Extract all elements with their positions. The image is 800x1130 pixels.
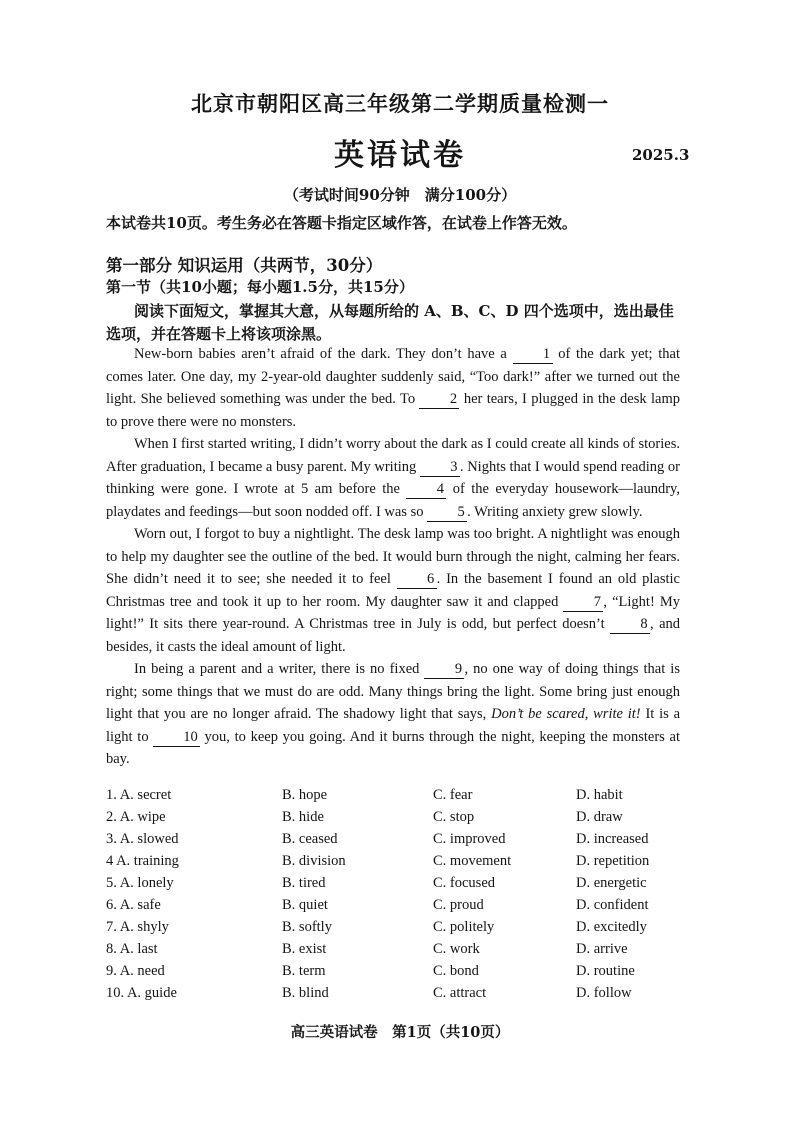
blank-3: 3 (420, 458, 460, 477)
option-c: C. politely (433, 919, 495, 935)
blank-1: 1 (513, 345, 553, 364)
time-info: （考试时间90分钟 满分100分） (283, 186, 517, 204)
blank-6: 6 (397, 570, 437, 589)
option-c: C. attract (433, 985, 487, 1001)
option-b: B. hide (282, 809, 324, 825)
passage-text: When I first started writing, I didn’t worry about the dark as I could create all kinds of stories. After graduation, I became a busy parent. My writing (106, 436, 680, 475)
blank-4: 4 (406, 480, 446, 499)
option-b: B. tired (282, 875, 326, 891)
cloze-passage (106, 343, 680, 771)
option-c: C. bond (433, 963, 479, 979)
paragraph (106, 658, 680, 771)
blank-2: 2 (419, 390, 459, 409)
paragraph (106, 433, 680, 523)
option-d: D. excitedly (576, 919, 647, 935)
option-row (106, 941, 706, 963)
option-d: D. follow (576, 985, 632, 1001)
option-b: B. term (282, 963, 326, 979)
option-row (106, 787, 706, 809)
option-b: B. blind (282, 985, 329, 1001)
option-b: B. softly (282, 919, 332, 935)
option-a: 8. A. last (106, 941, 158, 957)
option-d: D. confident (576, 897, 649, 913)
part-title: 第一部分 知识运用（共两节，30分） (106, 256, 383, 275)
option-c: C. focused (433, 875, 496, 891)
exam-date: 2025.3 (632, 146, 690, 164)
blank-10: 10 (153, 728, 200, 747)
blank-5: 5 (427, 503, 467, 522)
option-row (106, 875, 706, 897)
option-row (106, 963, 706, 985)
option-c: C. stop (433, 809, 475, 825)
answer-options (106, 787, 706, 1007)
option-c: C. fear (433, 787, 473, 803)
option-row (106, 853, 706, 875)
option-d: D. repetition (576, 853, 650, 869)
passage-text: . Writing anxiety grew slowly. (467, 503, 643, 520)
passage-text: of the everyday housework—laundry, playdates and feedings—but soon nodded off. I was so (106, 481, 680, 520)
option-row (106, 985, 706, 1007)
option-b: B. ceased (282, 831, 338, 847)
passage-text: In being a parent and a writer, there is no fixed (134, 661, 425, 677)
option-b: B. exist (282, 941, 327, 957)
option-d: D. habit (576, 787, 623, 803)
passage-text: , and besides, it casts the ideal amount of light. (106, 616, 681, 655)
option-a: 3. A. slowed (106, 831, 179, 847)
option-row (106, 809, 706, 831)
passage-text: , no one way of doing things that is right; some things that we must do are odd. Many things bring the light. Some bring just enough light that you are no longer afraid. The shadowy light that says, (106, 661, 680, 722)
option-a: 6. A. safe (106, 897, 161, 913)
passage-text: It is a light to (106, 706, 680, 745)
paragraph (106, 343, 680, 433)
option-a: 5. A. lonely (106, 875, 174, 891)
option-row (106, 919, 706, 941)
option-d: D. increased (576, 831, 649, 847)
option-a: 10. A. guide (106, 985, 177, 1001)
passage-text: . In the basement I found an old plastic Christmas tree and took it up to her room. My daughter saw it and clapped (106, 571, 680, 610)
blank-7: 7 (563, 593, 603, 612)
blank-8: 8 (610, 615, 650, 634)
blank-9: 9 (424, 660, 464, 679)
instruction: 阅读下面短文，掌握其大意，从每题所给的 A、B、C、D 四个选项中，选出最佳选项，并在答题卡上将该项涂黑。 (106, 302, 674, 343)
option-d: D. energetic (576, 875, 647, 891)
exam-name: 北京市朝阳区高三年级第二学期质量检测一 (191, 91, 609, 116)
italic-quote: Don’t be scared, write it! (491, 706, 641, 722)
exam-notice: 本试卷共10页。考生务必在答题卡指定区域作答，在试卷上作答无效。 (106, 214, 577, 232)
passage-text: you, to keep you going. And it burns through the night, keeping the monsters at bay. (106, 728, 680, 767)
section-title: 第一节（共10小题；每小题1.5分，共15分） (106, 278, 414, 296)
option-d: D. arrive (576, 941, 628, 957)
option-c: C. improved (433, 831, 506, 847)
option-d: D. draw (576, 809, 623, 825)
subject-title: 英语试卷 (334, 138, 466, 173)
option-b: B. quiet (282, 897, 328, 913)
passage-text: of the dark yet; that comes later. One day, my 2-year-old daughter suddenly said, “Too dark!” after we turned out the light. She believed something was under the bed. To (106, 346, 680, 407)
option-a: 2. A. wipe (106, 809, 166, 825)
option-c: C. work (433, 941, 480, 957)
option-a: 9. A. need (106, 963, 165, 979)
option-c: C. movement (433, 853, 512, 869)
option-d: D. routine (576, 963, 635, 979)
option-c: C. proud (433, 897, 484, 913)
passage-text: . Nights that I would spend reading or thinking were gone. I wrote at 5 am before the (106, 458, 680, 497)
paragraph (106, 523, 680, 658)
option-a: 4 A. training (106, 853, 179, 869)
option-row (106, 831, 706, 853)
option-b: B. division (282, 853, 346, 869)
page-footer: 高三英语试卷 第1页（共10页） (290, 1024, 510, 1041)
passage-text: , “Light! My light!” It sits there year-round. A Christmas tree in July is odd, but perfect doesn’t (106, 593, 680, 632)
passage-text: her tears, I plugged in the desk lamp to prove there were no monsters. (106, 391, 680, 430)
option-a: 1. A. secret (106, 787, 172, 803)
option-row (106, 897, 706, 919)
passage-text: New-born babies aren’t afraid of the dark. They don’t have a (134, 346, 513, 362)
option-b: B. hope (282, 787, 328, 803)
passage-text: Worn out, I forgot to buy a nightlight. The desk lamp was too bright. A nightlight was enough to help my daughter see the outline of the bed. It would burn through the night, calming her fears. She didn’t need it to see; she needed it to feel (106, 526, 680, 587)
option-a: 7. A. shyly (106, 919, 169, 935)
